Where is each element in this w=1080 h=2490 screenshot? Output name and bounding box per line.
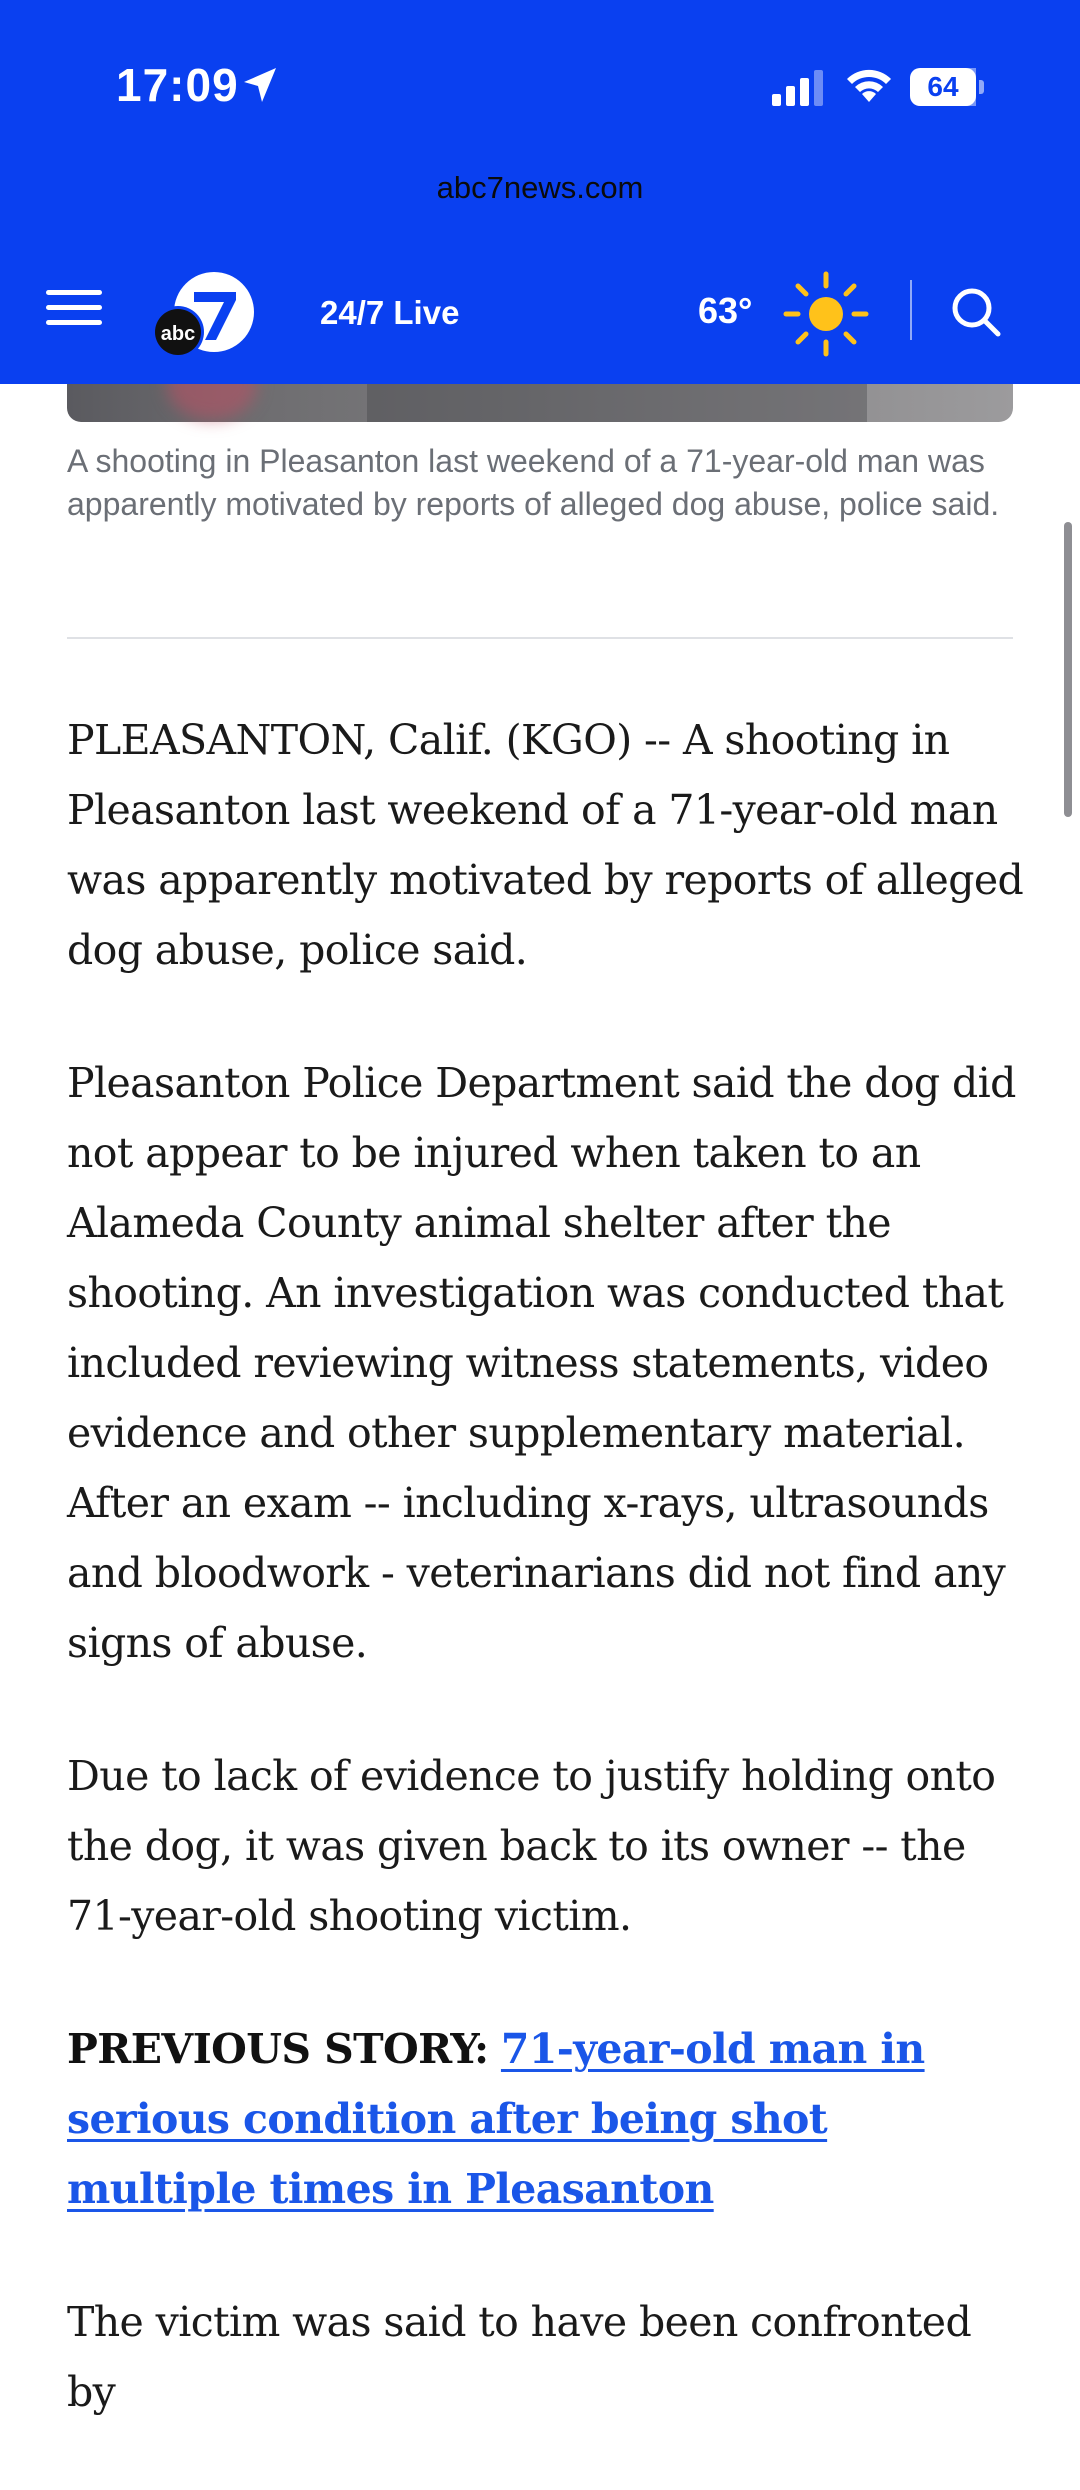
battery-cap [979,80,984,94]
previous-story [67,2014,1027,2224]
status-bar [0,0,1080,170]
live-link[interactable]: 24/7 Live [320,294,460,331]
page-scrollbar[interactable] [1064,522,1072,817]
search-icon[interactable] [948,284,1004,340]
site-nav-bar [0,260,1080,384]
nav-divider [910,280,912,340]
cellular-signal-icon [772,70,826,106]
caption-divider [67,637,1013,639]
article-paragraph: The victim was said to have been confronted by [67,2298,972,2416]
previous-story-label: PREVIOUS STORY: [67,2025,489,2073]
browser-url[interactable]: abc7news.com [436,170,644,205]
battery-indicator [910,68,984,106]
hamburger-menu-icon[interactable] [46,284,102,330]
previous-story-link[interactable]: 71-year-old man in serious condition after being shot multiple times in Pleasanton [67,2025,925,2213]
status-time: 17:09 [116,59,239,111]
wifi-icon [844,66,894,106]
image-caption: A shooting in Pleasanton last weekend of a 71-year-old man was apparently motivated by reports of alleged dog abuse, police said. [67,443,1000,522]
article-body [67,705,1027,2490]
battery-body [910,68,976,106]
top-chrome [0,0,1080,384]
location-arrow-icon [240,64,280,106]
logo-abc-text: abc [160,323,196,345]
weather-temperature[interactable]: 63° [698,290,753,331]
sun-icon[interactable] [780,268,872,360]
article-paragraph: PLEASANTON, Calif. (KGO) -- A shooting in Pleasanton last weekend of a 71-year-old man was apparently motivated by reports of alleged dog abuse, police said. [67,716,1024,974]
abc7-logo[interactable] [150,270,262,362]
battery-percent: 64 [927,71,959,102]
article-paragraph: Due to lack of evidence to justify holding onto the dog, it was given back to its owner -- the 71-year-old shooting victim. [67,1752,996,1940]
article-paragraph: Pleasanton Police Department said the dog did not appear to be injured when taken to an Alameda County animal shelter after the shooting. An investigation was conducted that included reviewing witness statements, video evidence and other supplementary material. After an exam -- including x-rays, ultrasounds and bloodwork - veterinarians did not find any signs of abuse. [67,1059,1016,1667]
